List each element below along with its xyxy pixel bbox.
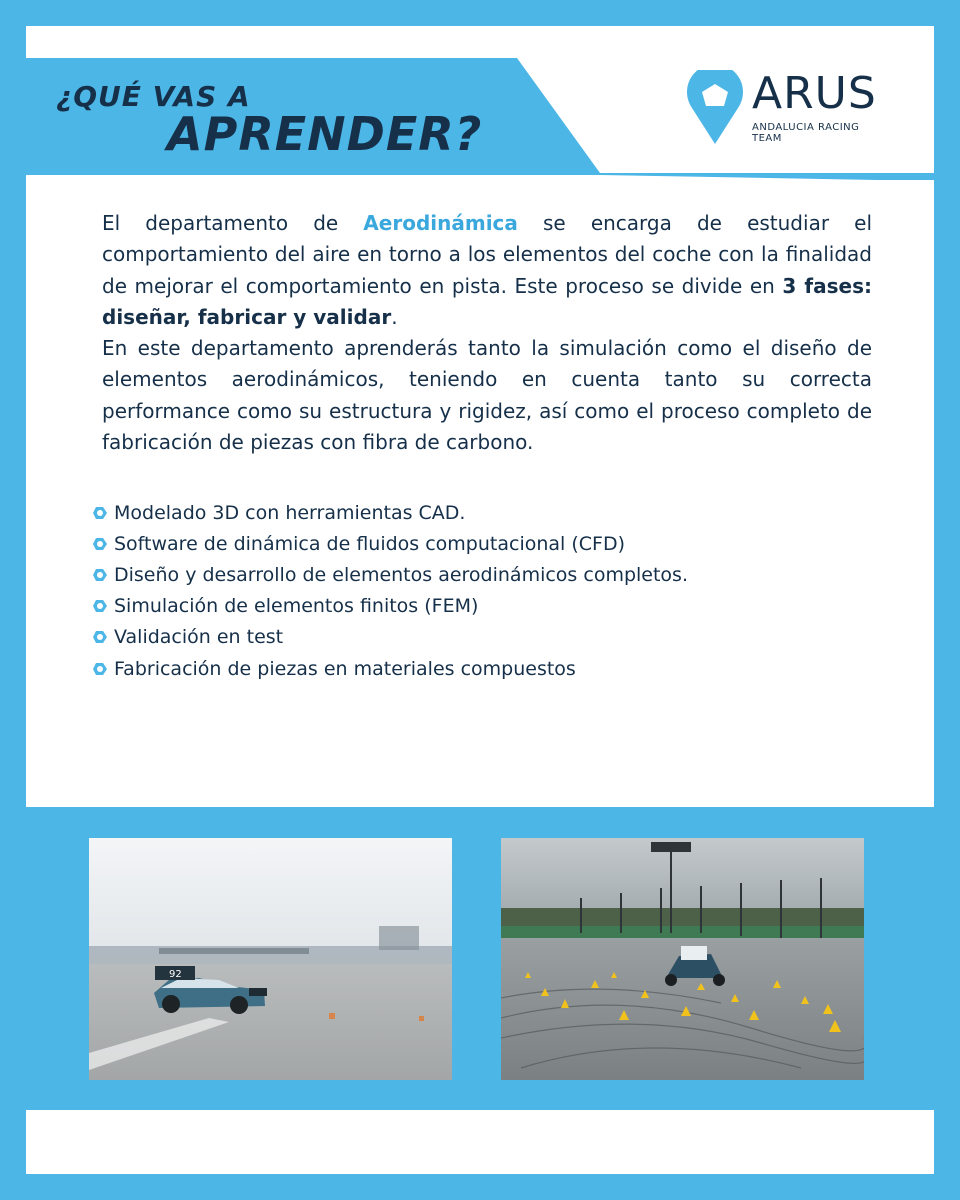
arus-logo (686, 70, 886, 146)
list-item (88, 653, 688, 684)
list-item (88, 591, 688, 622)
cone-test-photo (501, 838, 864, 1080)
footer-panel (26, 1110, 934, 1174)
list-item-label: Modelado 3D con herramientas CAD. (114, 501, 466, 524)
skills-list (88, 497, 688, 684)
list-item-label: Diseño y desarrollo de elementos aerodinámicos completos. (114, 563, 688, 586)
hexagon-bullet-icon (88, 567, 110, 583)
phases-bold: 3 fases: diseñar, fabricar y validar (102, 273, 872, 329)
intro-text-3: . (391, 304, 398, 329)
hexagon-bullet-icon (88, 505, 110, 521)
list-item-label: Fabricación de piezas en materiales compuestos (114, 657, 576, 680)
intro-text-2: se encarga de estudiar el comportamiento del aire en torno a los elementos del coche con la finalidad de mejorar el comportamiento en pista. Este proceso se divide en (102, 211, 872, 298)
intro-paragraph-2: En este departamento aprenderás tanto la simulación como el diseño de elementos aerodinámicos, teniendo en cuenta tanto su correcta performance como su estructura y rigidez, así como el proceso completo de fabricación de piezas con fibra de carbono. (102, 336, 872, 455)
department-highlight: Aerodinámica (363, 211, 518, 235)
intro-paragraph-1 (102, 208, 872, 333)
logo-subtitle: ANDALUCIA RACING TEAM (752, 122, 860, 144)
photo-car-on-track (89, 838, 452, 1080)
photo-car-cone-test (501, 838, 864, 1080)
car-number: 92 (169, 969, 182, 980)
title-line-1: ¿QUÉ VAS A (56, 80, 251, 113)
hexagon-bullet-icon (88, 661, 110, 677)
logo-name: ARUS (752, 68, 877, 119)
list-item-label: Software de dinámica de fluidos computacional (CFD) (114, 532, 626, 555)
list-item (88, 559, 688, 590)
hexagon-bullet-icon (88, 598, 110, 614)
list-item (88, 528, 688, 559)
list-item-label: Validación en test (114, 626, 284, 649)
race-car-photo (89, 838, 452, 1080)
list-item-label: Simulación de elementos finitos (FEM) (114, 595, 479, 618)
title-line-2: APRENDER? (167, 107, 483, 161)
list-item (88, 497, 688, 528)
list-item (88, 622, 688, 653)
intro-text (102, 208, 872, 458)
hexagon-bullet-icon (88, 536, 110, 552)
hexagon-bullet-icon (88, 629, 110, 645)
intro-text-1: El departamento de (102, 211, 364, 235)
arus-pin-logo-icon (686, 70, 744, 146)
